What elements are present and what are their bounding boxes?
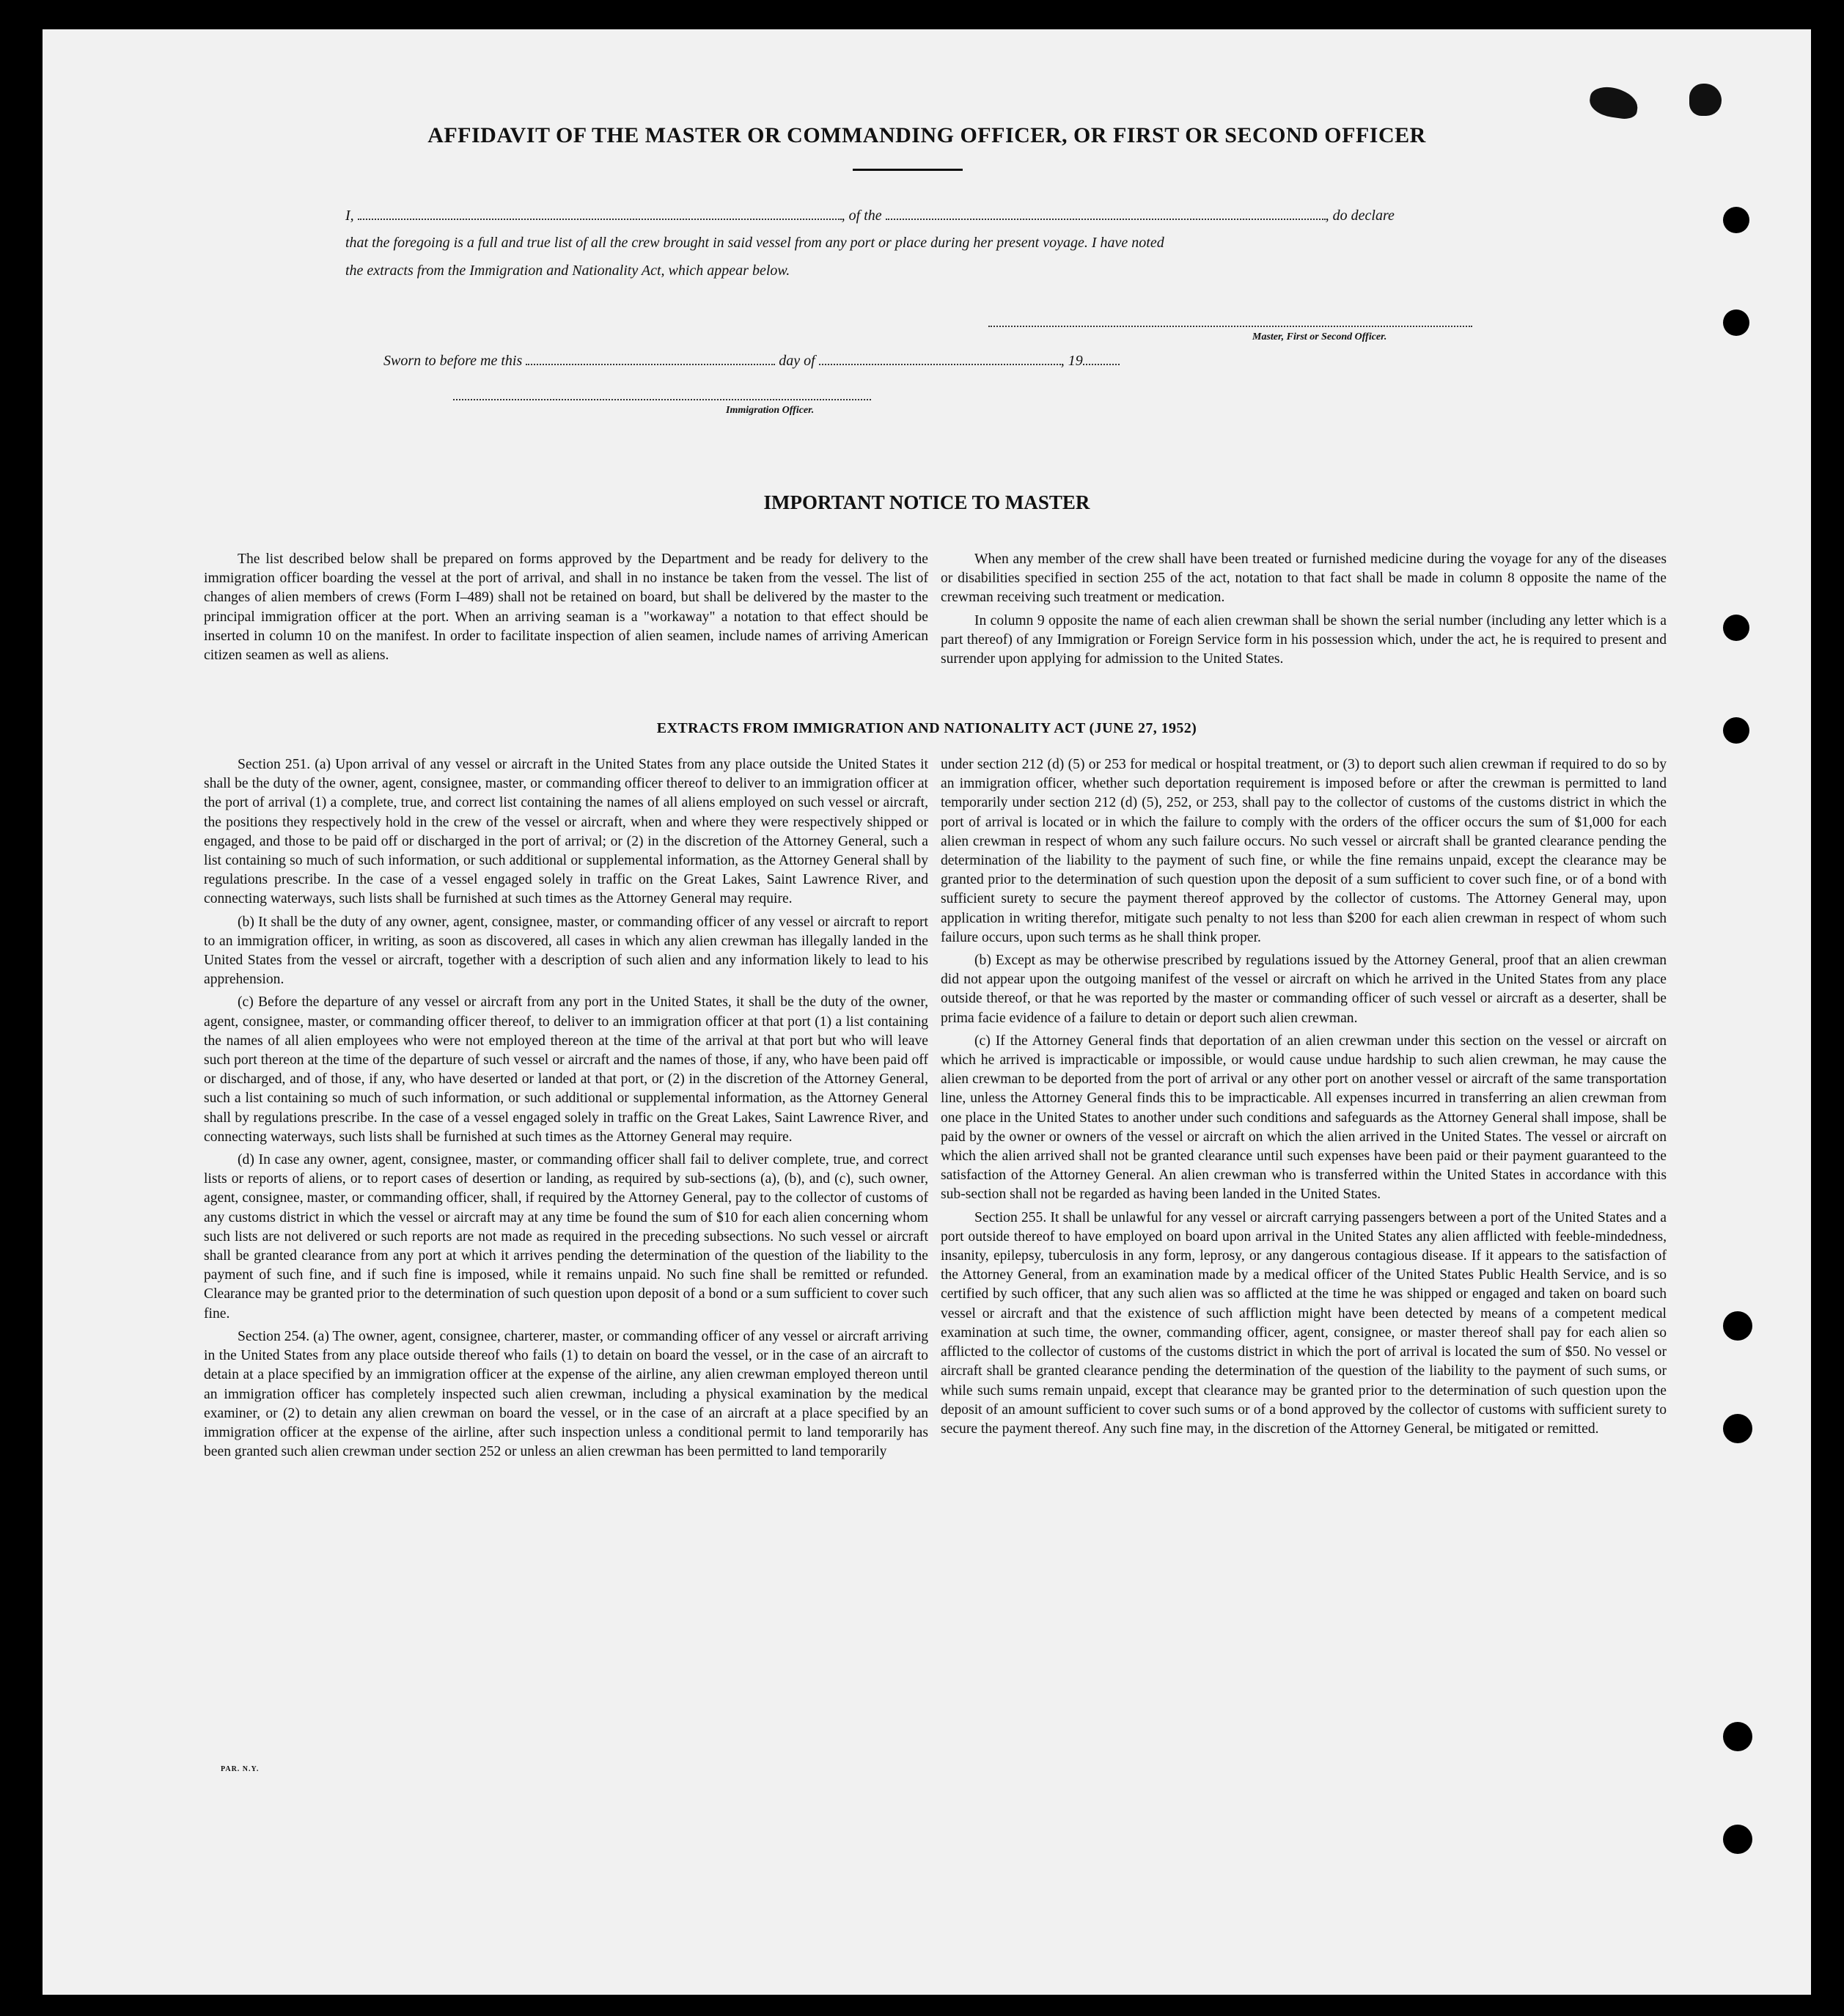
sworn-day-blank[interactable]: [526, 351, 775, 365]
do-declare-label: , do declare: [1325, 208, 1395, 224]
notice-paragraph: In column 9 opposite the name of each alien crewman shall be shown the serial number (including any letter which is a part thereof) of any Immigration or Foreign Service form in his possession which, under the act, he is required to present and surrender upon applying for admission to the United States.: [941, 612, 1667, 667]
declaration-statement-1: that the foregoing is a full and true list of all the crew brought in said vessel from any port or place during her present voyage. I have noted: [345, 235, 1164, 251]
punch-hole: [1723, 615, 1749, 641]
sworn-month-blank[interactable]: [819, 351, 1061, 365]
title-rule: [853, 169, 963, 171]
punch-hole: [1723, 717, 1749, 744]
notice-title: IMPORTANT NOTICE TO MASTER: [763, 491, 1090, 513]
sworn-year-blank[interactable]: [1083, 351, 1120, 365]
of-the-label: , of the: [841, 208, 882, 224]
notice-right-column: [941, 550, 1667, 672]
affidavit-title: AFFIDAVIT OF THE MASTER OR COMMANDING OFFICER, OR FIRST OR SECOND OFFICER: [427, 123, 1426, 147]
section-254-a: Section 254. (a) The owner, agent, consignee, charterer, master, or commanding officer of any vessel or aircraft arriving in the United States from any place outside thereof who fails (1) to detain on board the vessel, or in the case of an aircraft to detain at a place specified by an immigration officer at the expense of the airline, any alien crewman employed thereon until an immigration officer has completely inspected such alien crewman, including a physical examination by the medical examiner, or (2) to detain any alien crewman on board the vessel, or in the case of an aircraft at a place specified by an immigration officer at the expense of the airline, after such inspection unless a conditional permit to land temporarily has been granted such alien crewman under section 252 or unless an alien crewman has been permitted to land temporarily: [204, 1328, 928, 1460]
sworn-year-label: , 19: [1060, 353, 1083, 369]
section-254-b: (b) Except as may be otherwise prescribed by regulations issued by the Attorney General, proof that an alien crewman did not appear upon the outgoing manifest of the vessel or aircraft on which he arrived in the United States from any place outside thereof, or that he was reported by the master or commanding officer of such vessel or aircraft as a deserter, shall be prima facie evidence of a failure to detain or deport such alien crewman.: [941, 953, 1667, 1026]
declaration-line: [345, 205, 1518, 224]
printer-mark: PAR. N.Y.: [221, 1765, 260, 1773]
punch-hole: [1723, 207, 1749, 233]
declaration-statement-2: the extracts from the Immigration and Nationality Act, which appear below.: [345, 263, 790, 279]
section-251-b: (b) It shall be the duty of any owner, agent, consignee, master, or commanding officer of any vessel or aircraft to report to an immigration officer, in writing, as soon as discovered, all cases in which any alien crewman has illegally landed in the United States from the vessel or aircraft, together with a description of such alien and any information likely to lead to his apprehension.: [204, 914, 928, 988]
extracts-right-column: [941, 755, 1667, 1443]
section-254-a-continued: under section 212 (d) (5) or 253 for medical or hospital treatment, or (3) to deport such alien crewman if required to do so by an immigration officer, whether such deportation requirement is imposed before or after the crewman is permitted to land temporarily under section 212 (d) (5), 252, or 253, shall pay to the collector of customs of the customs district in which the port of arrival is located or in which the failure to comply with the orders of the officer occurs the sum of $1,000 for each alien crewman in respect of whom any such failure occurs. No such vessel or aircraft shall be granted clearance pending the determination of the liability to the payment of such fine, or while the fine remains unpaid, except the clearance may be granted prior to the determination of such question upon the deposit of a sum sufficient to cover such fine, or of a bond with sufficient surety to secure the payment thereof approved by the collector of customs. The Attorney General may, upon application in writing therefor, mitigate such penalty to not less than $200 for each alien crewman in respect of whom such failure occurs, upon such terms as he shall think proper.: [941, 757, 1667, 945]
vessel-blank[interactable]: [886, 205, 1326, 220]
name-blank[interactable]: [358, 205, 842, 220]
officer-signature-line[interactable]: [453, 399, 871, 400]
punch-hole: [1723, 1311, 1752, 1341]
notice-paragraph: When any member of the crew shall have been treated or furnished medicine during the voyage for any of the diseases or disabilities specified in section 255 of the act, notation to that fact shall be made in column 8 opposite the name of the crewman receiving such treatment or medication.: [941, 551, 1667, 606]
extracts-left-column: [204, 755, 928, 1465]
notice-paragraph: The list described below shall be prepared on forms approved by the Department and be ready for delivery to the immigration officer boarding the vessel at the port of arrival, and shall in no instance be taken from the vessel. The list of changes of alien members of crews (Form I–489) shall not be retained on board, but shall be delivered by the master to the principal immigration officer at the port. When an arriving seaman is a "workaway" a notation to that effect should be inserted in column 10 on the manifest. In order to facilitate inspection of alien seamen, include names of arriving American citizen seamen as well as aliens.: [204, 551, 928, 664]
master-signature-label: Master, First or Second Officer.: [1252, 331, 1387, 342]
section-251-d: (d) In case any owner, agent, consignee, master, or commanding officer shall fail to deliver complete, true, and correct lists or reports of aliens, or to report cases of desertion or landing, as required by sub-sections (a), (b), and (c), such owner, agent, consignee, master, or commanding officer, shall, if required by the Attorney General, pay to the collector of customs of any customs district in which the vessel or aircraft may at any time be found the sum of $10 for each alien concerning whom such lists are not delivered or such reports are not made as required in the preceding subsections. No such vessel or aircraft shall be granted clearance from any port at which it arrives pending the determination of the question of the liability to the payment of such fine, and if such fine is imposed, while it remains unpaid. No such fine shall be remitted or refunded. Clearance may be granted prior to the determination of such question upon deposit of a bond or a sum sufficient to cover such fine.: [204, 1152, 928, 1322]
master-signature-line[interactable]: [988, 326, 1472, 327]
declare-i-label: I,: [345, 208, 354, 224]
ink-blot: [1689, 84, 1722, 116]
form-page: [43, 29, 1811, 1995]
sworn-prefix: Sworn to before me this: [383, 353, 523, 369]
extracts-title: EXTRACTS FROM IMMIGRATION AND NATIONALITY ACT (JUNE 27, 1952): [656, 720, 1197, 736]
punch-hole: [1723, 1414, 1752, 1443]
punch-hole: [1723, 309, 1749, 336]
section-251-a: Section 251. (a) Upon arrival of any vessel or aircraft in the United States from any place outside the United States it shall be the duty of the owner, agent, consignee, master, or commanding officer thereof to deliver to an immigration officer at the port of arrival (1) a complete, true, and correct list containing the names of all aliens employed on such vessel or aircraft, the positions they respectively hold in the crew of the vessel or aircraft, when and where they were respectively shipped or engaged, and those to be paid off or discharged in the port of arrival; or (2) in the discretion of the Attorney General, such a list containing so much of such information, or such additional or supplemental information, as the Attorney General shall by regulations prescribe. In the case of a vessel engaged solely in traffic on the Great Lakes, Saint Lawrence River, and connecting waterways, such lists shall be furnished at such times as the Attorney General may require.: [204, 757, 928, 907]
punch-hole: [1723, 1825, 1752, 1854]
sworn-day-of: day of: [779, 353, 815, 369]
notice-left-column: [204, 550, 928, 669]
section-254-c: (c) If the Attorney General finds that deportation of an alien crewman under this section on the vessel or aircraft on which he arrived is impracticable or impossible, or would cause undue hardship to such alien crewman, he may cause the alien crewman to be deported from the port of arrival or any other port on another vessel or aircraft of the same transportation line, unless the Attorney General finds this to be impracticable. All expenses incurred in transferring an alien crewman from one place in the United States to another under such conditions and safeguards as the Attorney General shall impose, shall be paid by the owner or owners of the vessel or aircraft on which the alien arrived in the United States. The vessel or aircraft on which the alien arrived shall not be granted clearance until such expenses have been paid or their payment guaranteed to the satisfaction of the Attorney General. An alien crewman who is transferred within the United States in accordance with this sub-section shall not be regarded as having been landed in the United States.: [941, 1033, 1667, 1203]
punch-hole: [1723, 1722, 1752, 1751]
ink-blot: [1588, 85, 1640, 121]
section-255: Section 255. It shall be unlawful for any vessel or aircraft carrying passengers between a port of the United States and a port outside thereof to have employed on board upon arrival in the United States any alien afflicted with feeble-mindedness, insanity, epilepsy, tuberculosis in any form, leprosy, or any dangerous contagious disease. If it appears to the satisfaction of the Attorney General, from an examination made by a medical officer of the United States Public Health Service, and is so certified by such officer, that any such alien was so afflicted at the time he was shipped or engaged and taken on board such vessel or aircraft and that the existence of such affliction might have been detected by means of a competent medical examination at such time, the owner, commanding officer, agent, consignee, or master thereof shall pay for each alien so afflicted to the collector of customs of the customs district in which the port of arrival is located the sum of $50. No vessel or aircraft shall be granted clearance pending the determination of the question of the liability to the payment of such sums, or while such sums remain unpaid, except that clearance may be granted prior to the determination of such question upon the deposit of an amount sufficient to cover such sums or of a bond approved by the collector of customs with sufficient surety to secure the payment thereof. Any such fine may, in the discretion of the Attorney General, be mitigated or remitted.: [941, 1209, 1667, 1437]
sworn-line: [383, 351, 1557, 370]
section-251-c: (c) Before the departure of any vessel or aircraft from any port in the United States, it shall be the duty of the owner, agent, consignee, master, or commanding officer thereof, to deliver to an immigration officer at that port (1) a list containing the names of all alien employees who were not employed thereon at the time of the arrival at that port but who will leave such port thereon at the time of the departure of such vessel or aircraft and the names of those, if any, who have been paid off or discharged, and of those, if any, who have deserted or landed at that port, or (2) in the discretion of the Attorney General, such a list containing so much of such information, or such additional or supplemental information, as the Attorney General shall by regulations prescribe. In the case of a vessel engaged solely in traffic on the Great Lakes, Saint Lawrence River, and connecting waterways, such lists shall be furnished at such times as the Attorney General may require.: [204, 994, 928, 1145]
officer-signature-label: Immigration Officer.: [726, 405, 815, 416]
